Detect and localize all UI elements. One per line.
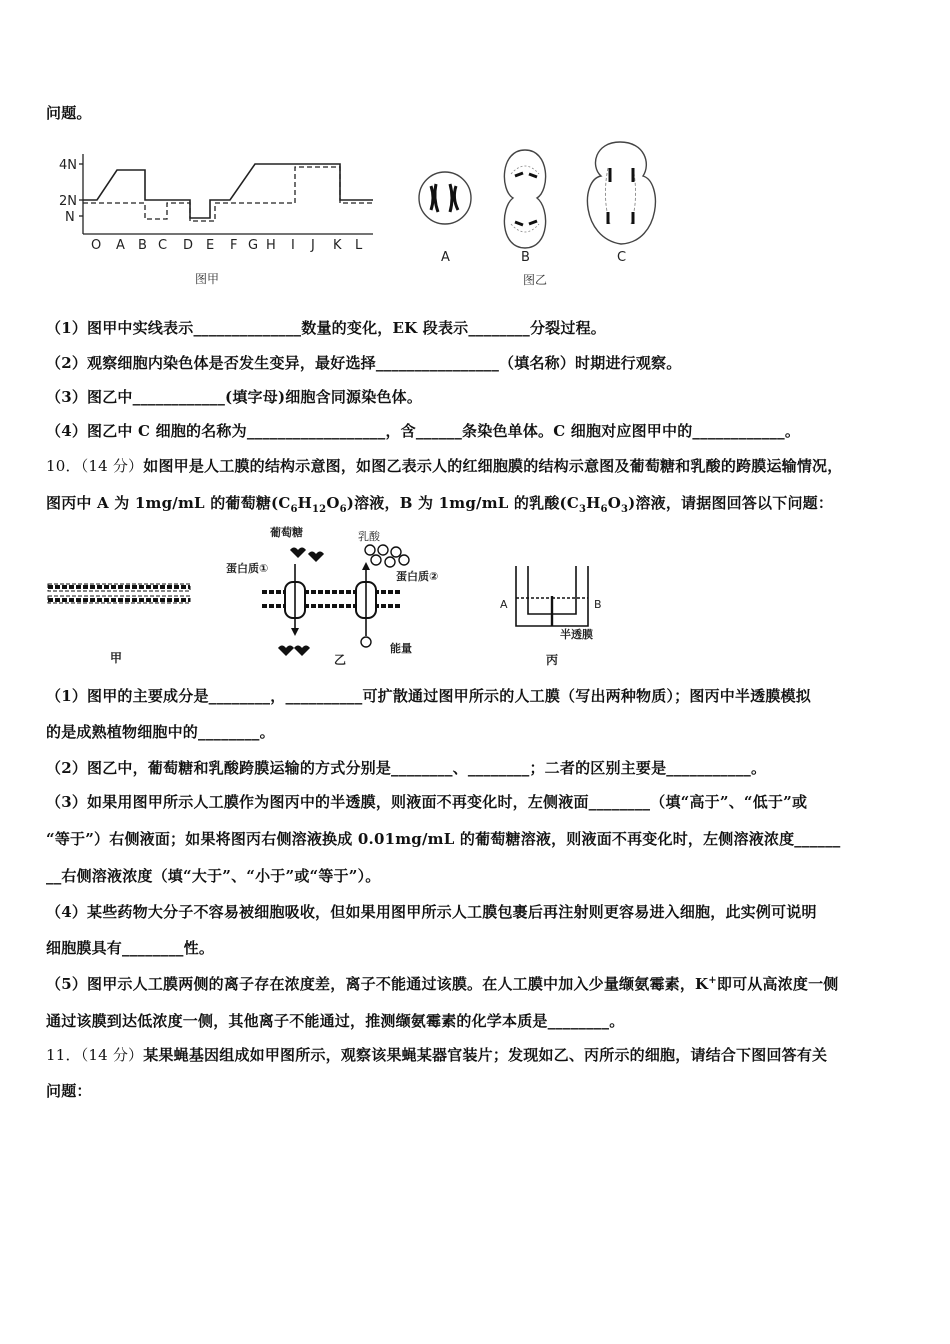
q10-number: 10．: [46, 457, 81, 475]
x-label-h: H: [266, 238, 276, 253]
x-label-c: C: [158, 238, 168, 253]
caption-jia: 图甲: [195, 272, 220, 286]
caption-q10-yi: 乙: [334, 653, 347, 667]
caption-yi: 图乙: [523, 273, 548, 287]
graph-jia: [55, 148, 385, 288]
x-label-a: A: [116, 238, 125, 253]
glucose-hearts-bottom: [278, 646, 310, 657]
label-b: B: [594, 598, 602, 611]
q10-item-2: （2）图乙中，葡萄糖和乳酸跨膜运输的方式分别是________、________；二者的区别主要是___________。: [46, 759, 767, 777]
x-axis-labels: [91, 238, 363, 253]
q10-item-4-line1: （4）某些药物大分子不容易被细胞吸收，但如果用图甲所示人工膜包裹后再注射则更容易进入细胞，此实例可说明: [46, 903, 817, 921]
q10-item-1-line1: （1）图甲的主要成分是________，__________可扩散通过图甲所示的人工膜（写出两种物质）；图丙中半透膜模拟: [46, 687, 811, 705]
x-label-g: G: [248, 238, 259, 253]
membrane-yi: [226, 525, 438, 656]
x-label-i: I: [291, 238, 295, 253]
y-label-4n: 4N: [59, 158, 77, 173]
caption-q10-bing: 丙: [546, 653, 559, 667]
x-label-l: L: [355, 238, 363, 253]
cell-b: [504, 150, 545, 248]
x-label-e: E: [206, 238, 215, 253]
graph-jia-axes: [79, 154, 373, 234]
label-glucose: 葡萄糖: [270, 526, 303, 539]
q10-item-5-line2: 通过该膜到达低浓度一侧，其他离子不能通过，推测缬氨霉素的化学本质是________。: [46, 1012, 625, 1030]
glucose-hearts-top: [290, 548, 324, 563]
x-label-f: F: [230, 238, 238, 253]
figure-q10: [40, 524, 640, 674]
label-membrane: 半透膜: [560, 628, 593, 641]
cell-label-a: A: [441, 250, 450, 265]
q10-item-4-line2: 细胞膜具有________性。: [46, 939, 215, 957]
label-protein-2: 蛋白质②: [396, 570, 439, 583]
q10-stem-line2: 图丙中 A 为 1mg/mL 的葡萄糖$(C_6H_{12}O_6)$溶液，B 为 1mg/mL 的乳酸$(C_3H_6O_3)$溶液，请据图回答以下问题：: [46, 494, 834, 515]
x-label-b: B: [138, 238, 147, 253]
label-a: A: [500, 598, 508, 611]
q10-item-3-line3: __右侧溶液浓度（填“大于”、“小于”或“等于”）。: [46, 867, 381, 885]
x-label-k: K: [333, 238, 342, 253]
graph-solid-line: [83, 164, 373, 218]
intro-tail: 问题。: [46, 104, 92, 122]
q10-item-3-line1: （3）如果用图甲所示人工膜作为图丙中的半透膜，则液面不再变化时，左侧液面________（填“高于”、“低于”或: [46, 793, 808, 811]
bilayer-jia: [48, 584, 190, 603]
q9-item-3: （3）图乙中____________(填字母)细胞含同源染色体。: [46, 388, 423, 406]
cell-c: [587, 142, 655, 244]
q11-score: （14 分）: [80, 1046, 144, 1064]
x-label-o: O: [91, 238, 102, 253]
q9-item-1: （1）图甲中实线表示______________数量的变化，EK 段表示________分裂过程。: [46, 319, 606, 337]
label-lactic: 乳酸: [358, 530, 380, 543]
q10-item-5-line1: （5）图甲示人工膜两侧的离子存在浓度差，离子不能通过该膜。在人工膜中加入少量缬氨霉素，K+即可从高浓度一侧: [46, 975, 839, 993]
label-protein-1: 蛋白质①: [226, 562, 269, 575]
q10-stem-line1: 10．（14 分）如图甲是人工膜的结构示意图，如图乙表示人的红细胞膜的结构示意图及葡萄糖和乳酸的跨膜运输情况，: [46, 457, 843, 475]
label-energy: 能量: [390, 642, 412, 655]
caption-q10-jia: 甲: [110, 651, 123, 665]
cell-a: [419, 172, 471, 224]
cell-label-c: C: [617, 250, 627, 265]
q11-stem-line2: 问题：: [46, 1082, 92, 1100]
cell-label-b: B: [521, 250, 530, 265]
y-label-2n: 2N: [59, 194, 77, 209]
y-label-n: N: [65, 210, 75, 225]
q11-number: 11．: [46, 1046, 81, 1064]
q10-item-3-line2: “等于”）右侧液面；如果将图丙右侧溶液换成 0.01mg/mL 的葡萄糖溶液，则液面不再变化时，左侧溶液浓度______: [46, 830, 841, 848]
u-tube-bing: [516, 566, 588, 626]
x-label-j: J: [311, 238, 315, 253]
q10-score: （14 分）: [80, 457, 144, 475]
x-label-d: D: [183, 238, 194, 253]
figure-yi: [405, 138, 675, 290]
q9-item-4: （4）图乙中 C 细胞的名称为__________________，含______条染色单体。C 细胞对应图甲中的____________。: [46, 422, 801, 440]
graph-dashed-line: [83, 167, 373, 221]
q11-stem-line1: 11．（14 分）某果蝇基因组成如甲图所示，观察该果蝇某器官装片；发现如乙、丙所示的细胞，请结合下图回答有关: [46, 1046, 828, 1064]
lactic-circles: [365, 545, 409, 567]
q9-item-2: （2）观察细胞内染色体是否发生变异，最好选择________________（填名称）时期进行观察。: [46, 354, 682, 372]
q10-item-1-line2: 的是成熟植物细胞中的________。: [46, 723, 275, 741]
